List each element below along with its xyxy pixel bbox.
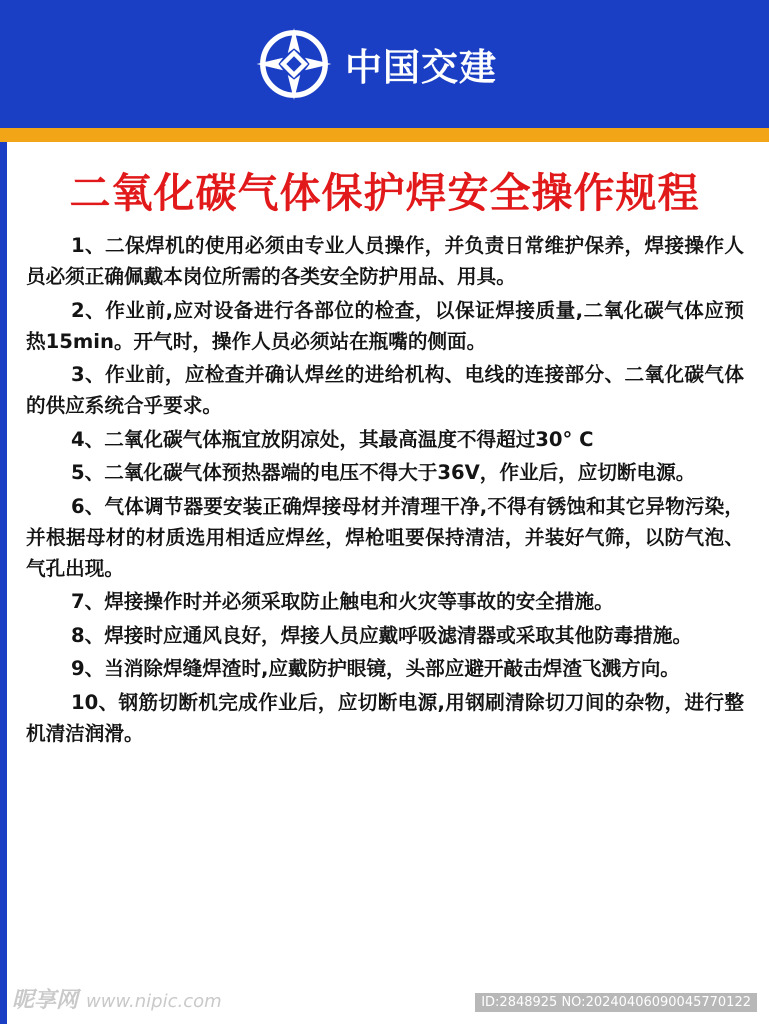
rule-item: 6、气体调节器要安装正确焊接母材并清理干净,不得有锈蚀和其它异物污染，并根据母材的材质选用相适应焊丝，焊枪咀要保持清洁，并装好气筛，以防气泡、气孔出现。: [26, 494, 744, 580]
watermark-site: www.nipic.com: [86, 991, 222, 1012]
rules-list: [26, 230, 744, 751]
watermark-id: ID:2848925 NO:20240406090045770122: [475, 993, 757, 1012]
watermark-brand: [12, 983, 222, 1014]
rule-item: 10、钢筋切断机完成作业后，应切断电源,用钢刷清除切刀间的杂物，进行整机清洁润滑。: [26, 690, 744, 745]
watermark-brand-text: 昵享网: [12, 988, 79, 1013]
rule-item: 5、二氧化碳气体预热器端的电压不得大于36V，作业后，应切断电源。: [71, 461, 696, 485]
rule-item: 8、焊接时应通风良好，焊接人员应戴呼吸滤清器或采取其他防毒措施。: [71, 623, 693, 647]
brand-name: 中国交建: [345, 46, 497, 89]
brand-logo: [255, 24, 497, 104]
left-border: [0, 142, 7, 1024]
rule-item: 9、当消除焊缝焊渣时,应戴防护眼镜，头部应避开敲击焊渣飞溅方向。: [71, 657, 680, 681]
rule-item: 4、二氧化碳气体瓶宜放阴凉处，其最高温度不得超过30° C: [71, 427, 594, 451]
header-stripe: [0, 128, 769, 142]
rule-item: 2、作业前,应对设备进行各部位的检查，以保证焊接质量,二氧化碳气体应预热15min。开气时，操作人员必须站在瓶嘴的侧面。: [26, 298, 744, 353]
rule-item: 1、二保焊机的使用必须由专业人员操作，并负责日常维护保养，焊接操作人员必须正确佩戴本岗位所需的各类安全防护用品、用具。: [26, 234, 744, 289]
rule-item: 7、焊接操作时并必须采取防止触电和火灾等事故的安全措施。: [71, 590, 614, 614]
crcc-logo-icon: [255, 25, 333, 103]
rule-item: 3、作业前，应检查并确认焊丝的进给机构、电线的连接部分、二氧化碳气体的供应系统合乎要求。: [26, 363, 744, 418]
page-title: 二氧化碳气体保护焊安全操作规程: [69, 169, 700, 217]
